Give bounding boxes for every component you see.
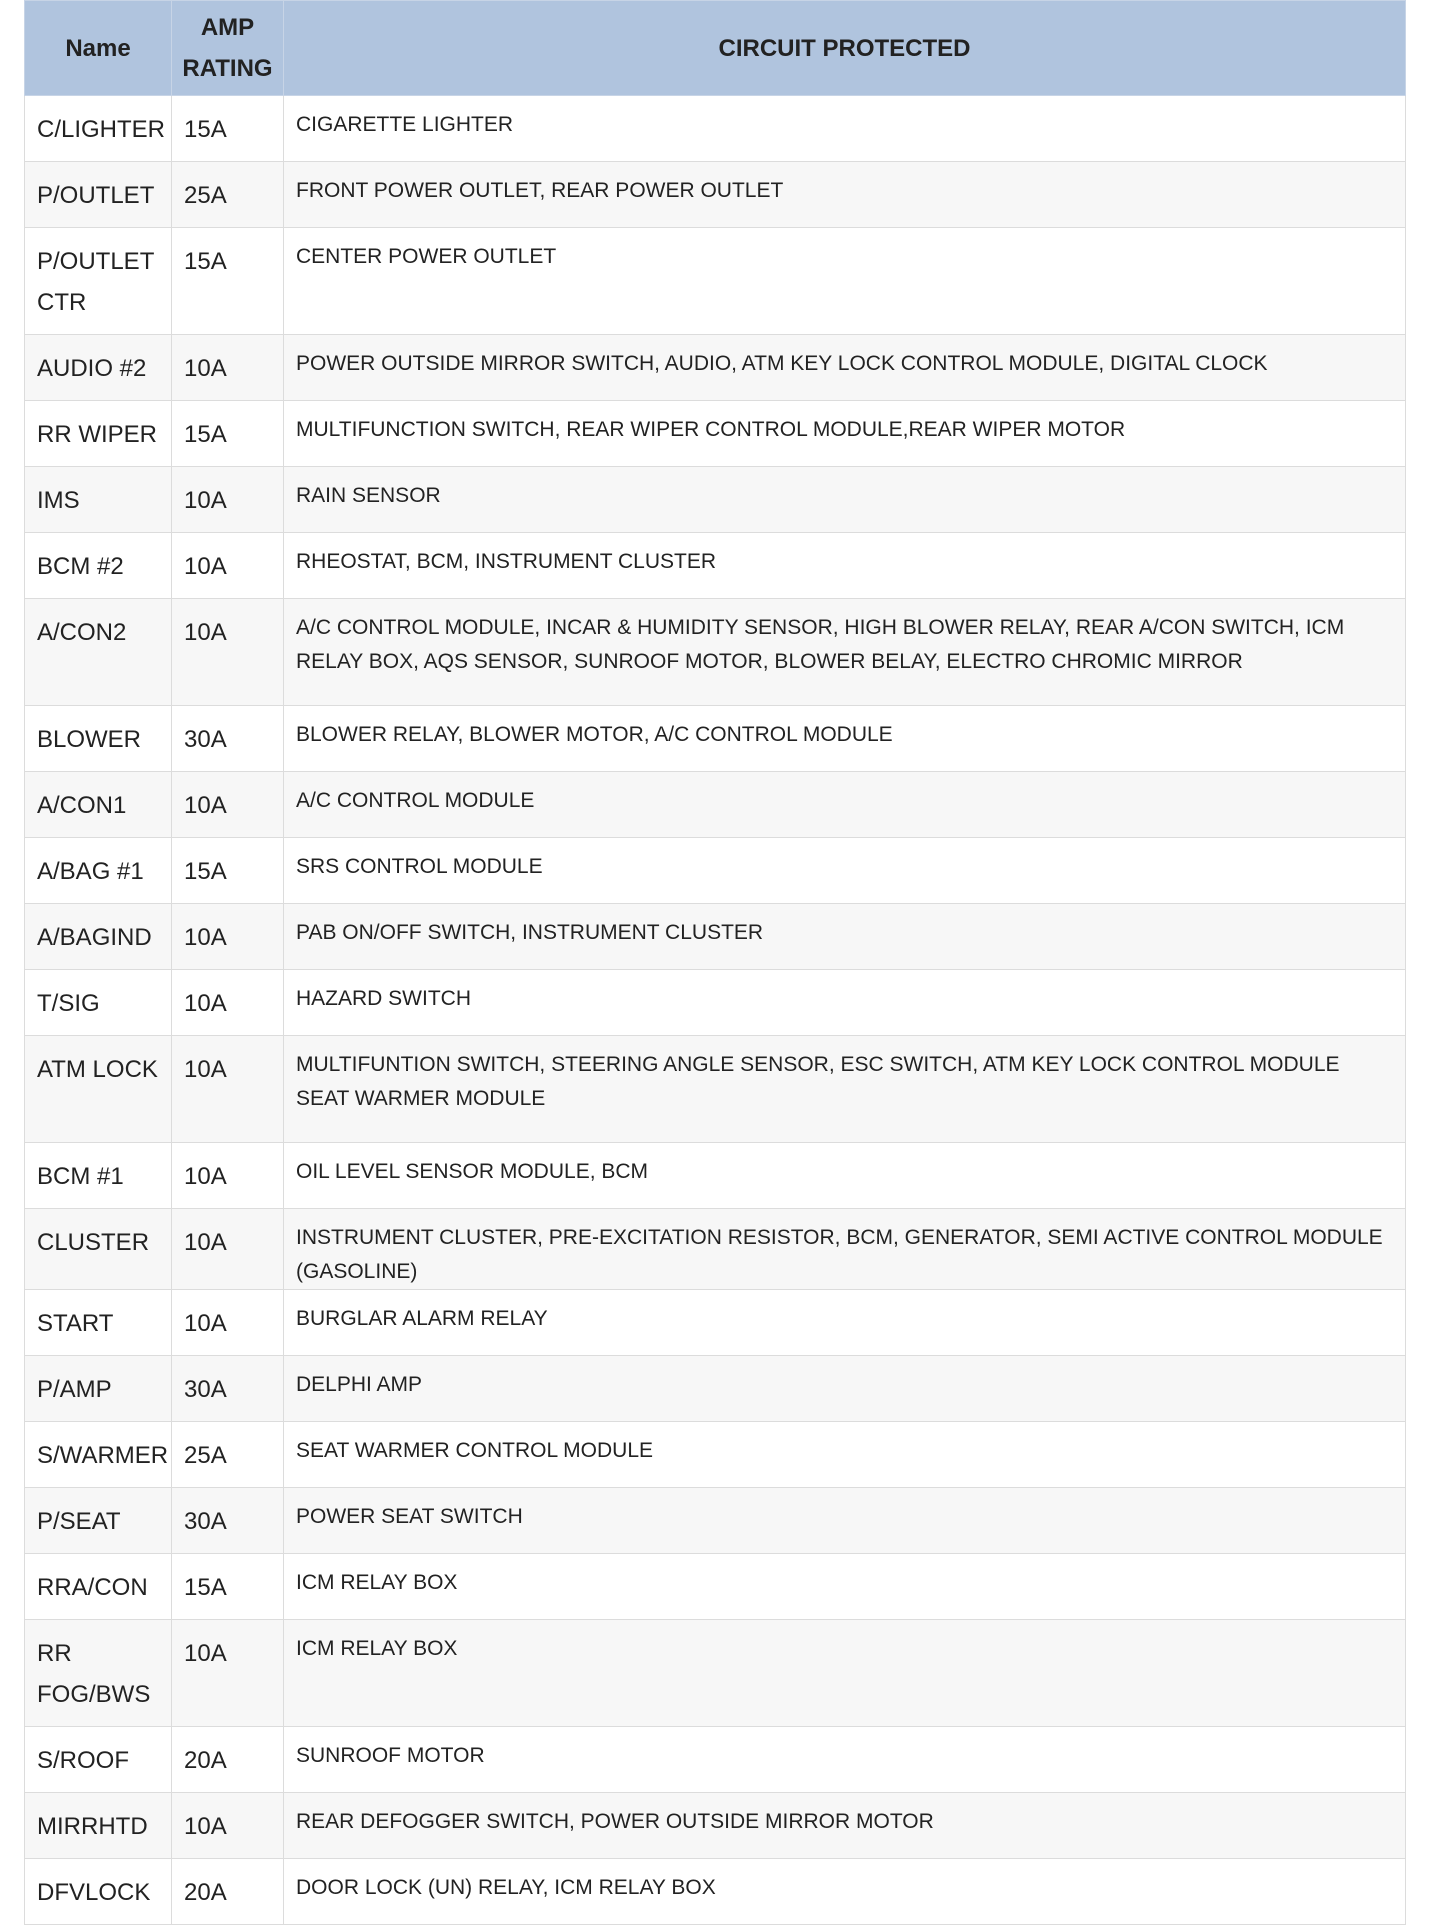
- table-row: [25, 1209, 1406, 1290]
- amp-rating-cell: 10A: [172, 335, 284, 401]
- table-row: [25, 1290, 1406, 1356]
- circuit-cell: SRS CONTROL MODULE: [284, 838, 1406, 904]
- circuit-cell: POWER OUTSIDE MIRROR SWITCH, AUDIO, ATM KEY LOCK CONTROL MODULE, DIGITAL CLOCK: [284, 335, 1406, 401]
- table-row: [25, 1488, 1406, 1554]
- circuit-cell: CIGARETTE LIGHTER: [284, 96, 1406, 162]
- circuit-cell: BLOWER RELAY, BLOWER MOTOR, A/C CONTROL MODULE: [284, 706, 1406, 772]
- amp-rating-cell: 30A: [172, 1488, 284, 1554]
- amp-rating-cell: 10A: [172, 904, 284, 970]
- fuse-name-cell: MIRRHTD: [25, 1793, 172, 1859]
- amp-rating-cell: 15A: [172, 96, 284, 162]
- circuit-cell: RAIN SENSOR: [284, 467, 1406, 533]
- table-row: [25, 1554, 1406, 1620]
- table-body: [25, 96, 1406, 1925]
- header-circuit-protected: CIRCUIT PROTECTED: [284, 1, 1406, 96]
- fuse-name-cell: A/BAGIND: [25, 904, 172, 970]
- table-row: [25, 1143, 1406, 1209]
- fuse-name-cell: RRA/CON: [25, 1554, 172, 1620]
- table-row: [25, 904, 1406, 970]
- table-row: [25, 1036, 1406, 1143]
- amp-rating-cell: 15A: [172, 401, 284, 467]
- fuse-name-cell: RR FOG/BWS: [25, 1620, 172, 1727]
- circuit-cell: POWER SEAT SWITCH: [284, 1488, 1406, 1554]
- fuse-name-cell: A/CON2: [25, 599, 172, 706]
- circuit-cell: REAR DEFOGGER SWITCH, POWER OUTSIDE MIRROR MOTOR: [284, 1793, 1406, 1859]
- circuit-cell: PAB ON/OFF SWITCH, INSTRUMENT CLUSTER: [284, 904, 1406, 970]
- amp-rating-cell: 15A: [172, 838, 284, 904]
- table-header: [25, 1, 1406, 96]
- amp-rating-cell: 10A: [172, 1209, 284, 1290]
- fuse-name-cell: A/BAG #1: [25, 838, 172, 904]
- amp-rating-cell: 25A: [172, 162, 284, 228]
- circuit-cell: SEAT WARMER CONTROL MODULE: [284, 1422, 1406, 1488]
- table-row: [25, 1422, 1406, 1488]
- table-row: [25, 772, 1406, 838]
- fuse-table: [24, 0, 1406, 1925]
- table-row: [25, 533, 1406, 599]
- table-row: [25, 1620, 1406, 1727]
- table-row: [25, 838, 1406, 904]
- table-row: [25, 335, 1406, 401]
- circuit-cell: DOOR LOCK (UN) RELAY, ICM RELAY BOX: [284, 1859, 1406, 1925]
- circuit-cell: DELPHI AMP: [284, 1356, 1406, 1422]
- amp-rating-cell: 10A: [172, 1143, 284, 1209]
- amp-rating-cell: 10A: [172, 772, 284, 838]
- table-row: [25, 162, 1406, 228]
- amp-rating-cell: 30A: [172, 706, 284, 772]
- amp-rating-cell: 10A: [172, 533, 284, 599]
- amp-rating-cell: 10A: [172, 970, 284, 1036]
- amp-rating-cell: 10A: [172, 1036, 284, 1143]
- fuse-name-cell: P/SEAT: [25, 1488, 172, 1554]
- table-row: [25, 599, 1406, 706]
- circuit-cell: HAZARD SWITCH: [284, 970, 1406, 1036]
- table-row: [25, 706, 1406, 772]
- fuse-name-cell: S/WARMER: [25, 1422, 172, 1488]
- fuse-name-cell: P/OUTLET CTR: [25, 228, 172, 335]
- fuse-name-cell: S/ROOF: [25, 1727, 172, 1793]
- fuse-name-cell: CLUSTER: [25, 1209, 172, 1290]
- circuit-cell: A/C CONTROL MODULE, INCAR & HUMIDITY SENSOR, HIGH BLOWER RELAY, REAR A/CON SWITCH, ICM RELAY BOX, AQS SENSOR, SUNROOF MOTOR, BLOWER BELAY, ELECTRO CHROMIC MIRROR: [284, 599, 1406, 706]
- amp-rating-cell: 20A: [172, 1859, 284, 1925]
- circuit-cell: FRONT POWER OUTLET, REAR POWER OUTLET: [284, 162, 1406, 228]
- fuse-name-cell: AUDIO #2: [25, 335, 172, 401]
- amp-rating-cell: 15A: [172, 1554, 284, 1620]
- amp-rating-cell: 10A: [172, 599, 284, 706]
- amp-rating-cell: 10A: [172, 1793, 284, 1859]
- fuse-name-cell: RR WIPER: [25, 401, 172, 467]
- fuse-name-cell: DFVLOCK: [25, 1859, 172, 1925]
- table-row: [25, 228, 1406, 335]
- fuse-name-cell: BCM #2: [25, 533, 172, 599]
- circuit-cell: ICM RELAY BOX: [284, 1554, 1406, 1620]
- amp-rating-cell: 10A: [172, 1290, 284, 1356]
- amp-rating-cell: 25A: [172, 1422, 284, 1488]
- circuit-cell: MULTIFUNTION SWITCH, STEERING ANGLE SENSOR, ESC SWITCH, ATM KEY LOCK CONTROL MODULE SEAT WARMER MODULE: [284, 1036, 1406, 1143]
- table-row: [25, 1727, 1406, 1793]
- table-row: [25, 1793, 1406, 1859]
- circuit-cell: ICM RELAY BOX: [284, 1620, 1406, 1727]
- header-amp-rating: AMP RATING: [172, 1, 284, 96]
- table-row: [25, 1356, 1406, 1422]
- circuit-cell: SUNROOF MOTOR: [284, 1727, 1406, 1793]
- fuse-name-cell: BLOWER: [25, 706, 172, 772]
- fuse-name-cell: START: [25, 1290, 172, 1356]
- amp-rating-cell: 10A: [172, 467, 284, 533]
- circuit-cell: CENTER POWER OUTLET: [284, 228, 1406, 335]
- amp-rating-cell: 15A: [172, 228, 284, 335]
- amp-rating-cell: 20A: [172, 1727, 284, 1793]
- amp-rating-cell: 30A: [172, 1356, 284, 1422]
- table-row: [25, 1859, 1406, 1925]
- circuit-cell: MULTIFUNCTION SWITCH, REAR WIPER CONTROL MODULE,REAR WIPER MOTOR: [284, 401, 1406, 467]
- fuse-name-cell: T/SIG: [25, 970, 172, 1036]
- table-row: [25, 401, 1406, 467]
- circuit-cell: BURGLAR ALARM RELAY: [284, 1290, 1406, 1356]
- header-row: [25, 1, 1406, 96]
- circuit-cell: OIL LEVEL SENSOR MODULE, BCM: [284, 1143, 1406, 1209]
- fuse-name-cell: P/OUTLET: [25, 162, 172, 228]
- table-row: [25, 970, 1406, 1036]
- table-row: [25, 96, 1406, 162]
- fuse-name-cell: C/LIGHTER: [25, 96, 172, 162]
- fuse-name-cell: ATM LOCK: [25, 1036, 172, 1143]
- table-row: [25, 467, 1406, 533]
- fuse-name-cell: IMS: [25, 467, 172, 533]
- circuit-cell: INSTRUMENT CLUSTER, PRE-EXCITATION RESISTOR, BCM, GENERATOR, SEMI ACTIVE CONTROL MODULE (GASOLINE): [284, 1209, 1406, 1290]
- fuse-name-cell: A/CON1: [25, 772, 172, 838]
- fuse-name-cell: BCM #1: [25, 1143, 172, 1209]
- circuit-cell: A/C CONTROL MODULE: [284, 772, 1406, 838]
- header-name: Name: [25, 1, 172, 96]
- fuse-name-cell: P/AMP: [25, 1356, 172, 1422]
- amp-rating-cell: 10A: [172, 1620, 284, 1727]
- circuit-cell: RHEOSTAT, BCM, INSTRUMENT CLUSTER: [284, 533, 1406, 599]
